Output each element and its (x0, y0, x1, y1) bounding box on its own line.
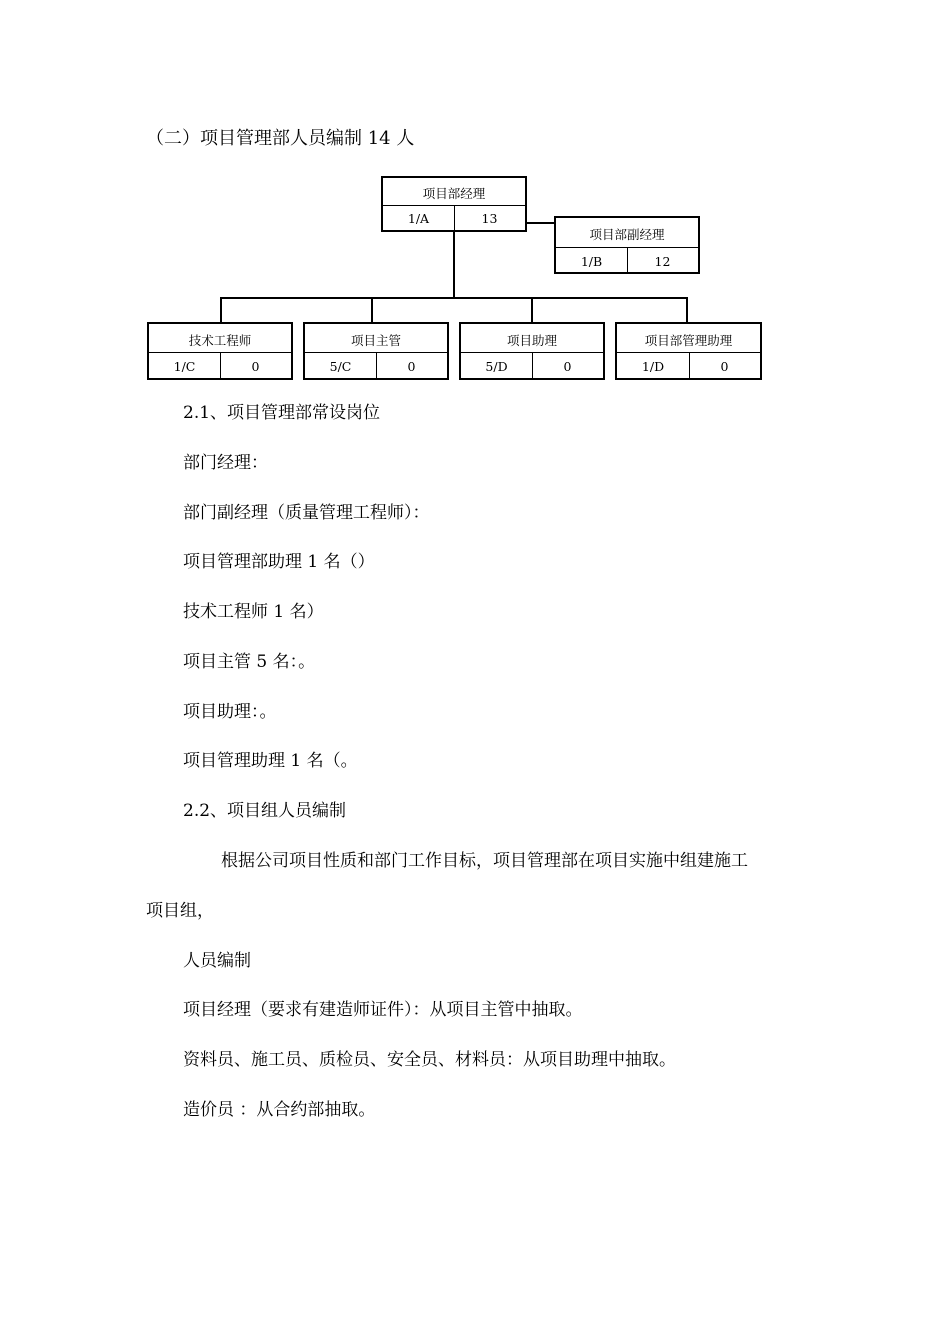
org-box-title: 项目部经理 (422, 186, 486, 201)
connector-drop-2 (371, 297, 373, 324)
org-box-code: 1/C (173, 359, 196, 374)
org-box-unit-management-assistant (615, 322, 762, 380)
org-box-count: 0 (407, 359, 416, 374)
org-box-code: 1/A (407, 211, 430, 226)
body-line: 造价员 ：从合约部抽取。 (183, 1100, 376, 1120)
org-box-count: 13 (481, 211, 498, 226)
connector-trunk (453, 230, 455, 299)
org-box-title: 项目部副经理 (589, 227, 665, 242)
paragraph-line-2: 项目组， (146, 901, 214, 921)
org-box-code: 1/D (641, 359, 665, 374)
body-line: 项目管理部助理 1 名（） (183, 552, 375, 572)
org-box-code: 5/D (485, 359, 508, 374)
connector-deputy (525, 222, 556, 224)
body-line: 项目助理：。 (183, 702, 277, 722)
paragraph-line-1: 根据公司项目性质和部门工作目标，项目管理部在项目实施中组建施工 (221, 851, 748, 871)
section-heading-2-1: 2.1、项目管理部常设岗位 (183, 403, 381, 423)
org-box-unit-technical-engineer (147, 322, 293, 380)
org-box-manager (381, 176, 527, 232)
body-line: 部门经理： (183, 453, 268, 473)
org-box-count: 0 (720, 359, 729, 374)
connector-drop-1 (220, 297, 222, 324)
body-line: 项目经理（要求有建造师证件）：从项目主管中抽取。 (183, 1000, 583, 1020)
org-box-count: 12 (654, 254, 671, 269)
org-box-deputy (554, 216, 700, 274)
section-title: （二）项目管理部人员编制 14 人 (146, 128, 415, 149)
org-box-unit-project-supervisor (303, 322, 449, 380)
body-line: 部门副经理（质量管理工程师）： (183, 503, 430, 523)
org-box-title: 项目助理 (506, 333, 557, 348)
org-box-count: 0 (563, 359, 572, 374)
body-line: 人员编制 (183, 951, 251, 971)
body-line: 技术工程师 1 名） (183, 602, 324, 622)
org-box-title: 项目主管 (350, 333, 401, 348)
org-box-count: 0 (251, 359, 260, 374)
body-line: 项目主管 5 名：。 (183, 652, 316, 672)
org-box-unit-project-assistant (459, 322, 605, 380)
connector-drop-4 (686, 297, 688, 324)
body-line: 资料员、施工员、质检员、安全员、材料员：从项目助理中抽取。 (183, 1050, 676, 1070)
connector-drop-3 (531, 297, 533, 324)
org-box-code: 5/C (329, 359, 352, 374)
connector-horizontal (220, 297, 688, 299)
body-line: 项目管理助理 1 名（。 (183, 751, 358, 771)
org-box-title: 项目部管理助理 (644, 333, 733, 348)
org-box-code: 1/B (580, 254, 603, 269)
section-heading-2-2: 2.2、项目组人员编制 (183, 801, 347, 821)
org-box-title: 技术工程师 (188, 333, 252, 348)
